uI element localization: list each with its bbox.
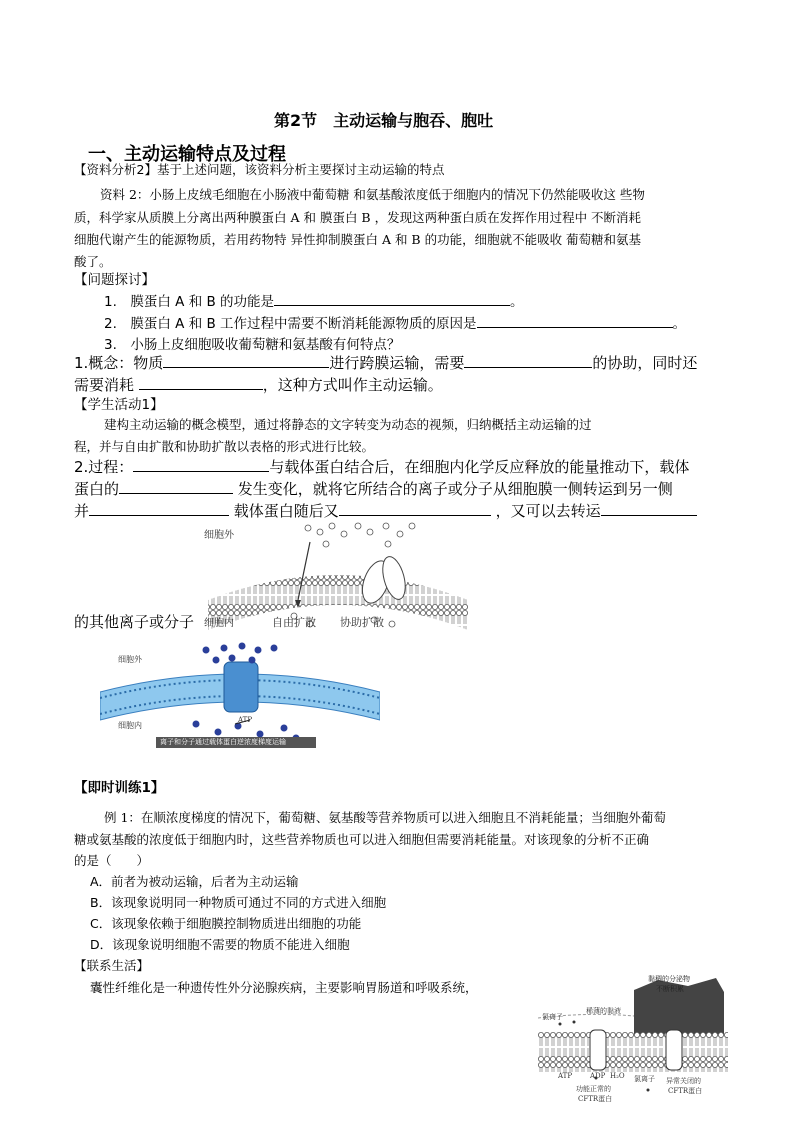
normal-cftr-label-2: CFTR蛋白	[578, 1095, 613, 1103]
answer-blank[interactable]	[119, 479, 233, 494]
question-1	[104, 290, 524, 310]
training-line-2: 糖或氨基酸的浓度低于细胞内时，这些营养物质也可以进入细胞但需要消耗能量。对该现象的分析不正确	[74, 832, 650, 847]
answer-blank[interactable]	[339, 501, 491, 516]
process-text-e: 并	[74, 502, 90, 520]
concept-text-a: 1.概念：物质	[74, 354, 164, 372]
process-line-4: 的其他离子或分子	[74, 613, 195, 631]
option-b[interactable]: B．该现象说明同一种物质可通过不同的方式进入细胞	[90, 895, 387, 910]
material-header: 【资料分析2】基于上述问题，该资料分析主要探讨主动运输的特点	[74, 162, 445, 177]
diffusion-svg	[198, 520, 478, 632]
answer-blank[interactable]	[133, 457, 269, 472]
life-line-1: 囊性纤维化是一种遗传性外分泌腺疾病，主要影响胃肠道和呼吸系统，	[90, 980, 478, 995]
fig1-inside-label: 细胞内	[204, 618, 234, 629]
fig1-outside-label: 细胞外	[204, 530, 234, 541]
fig2-atp-label: ATP	[238, 716, 253, 724]
normal-cftr-protein	[590, 1030, 606, 1070]
membrane-bilayer	[208, 575, 468, 630]
questions-header: 【问题探讨】	[74, 272, 155, 288]
ions-outside	[203, 643, 278, 664]
material-line-2: 质，科学家从质膜上分离出两种膜蛋白 A 和 膜蛋白 B ，发现这两种蛋白质在发挥作用过程中 不断消耗	[74, 210, 642, 225]
concept-text-c: 的协助，同时还	[592, 354, 698, 372]
fig1-free-label: 自由扩散	[272, 616, 316, 629]
fig2-outside-label: 细胞外	[118, 655, 142, 664]
activity-line-1: 建构主动运输的概念模型，通过将静态的文字转变为动态的视频，归纳概括主动运输的过	[104, 417, 592, 432]
cftr-membrane	[538, 1032, 728, 1072]
closed-cftr-protein	[666, 1030, 682, 1070]
answer-blank[interactable]	[477, 313, 673, 328]
answer-blank[interactable]	[163, 353, 329, 368]
material-line-3: 细胞代谢产生的能源物质，若用药物特 异性抑制膜蛋白 A 和 B 的功能，细胞就不能吸收 葡萄糖和氨基	[74, 232, 642, 247]
process-text-a: 2.过程：	[74, 458, 134, 476]
option-c[interactable]: C．该现象依赖于细胞膜控制物质进出细胞的功能	[90, 916, 362, 931]
concept-text-d: 需要消耗	[74, 376, 135, 394]
fig1-facilitated-label: 协助扩散	[340, 616, 384, 629]
closed-cftr-label-2: CFTR蛋白	[668, 1087, 703, 1095]
process-text-b: 与载体蛋白结合后，在细胞内化学反应释放的能量推动下，载体	[269, 458, 690, 476]
answer-blank[interactable]	[139, 375, 263, 390]
diffusion-figure	[198, 520, 478, 632]
page-title: 第2节 主动运输与胞吞、胞吐	[274, 111, 494, 130]
training-line-3: 的是（ ）	[74, 853, 150, 868]
process-text-d: 发生变化，就将它所结合的离子或分子从细胞膜一侧转运到另一侧	[237, 480, 673, 498]
section-heading: 一、主动运输特点及过程	[88, 144, 286, 165]
question-3: 3. 小肠上皮细胞吸收葡萄糖和氨基酸有何特点？	[104, 337, 401, 353]
process-line-2	[74, 478, 673, 499]
process-line-1	[74, 456, 689, 477]
mucus-label-2: 不断积累	[656, 985, 684, 993]
answer-blank[interactable]	[464, 353, 592, 368]
cftr-figure	[538, 972, 728, 1112]
concept-text-b: 进行跨膜运输，需要	[329, 354, 465, 372]
training-line-1: 例 1：在顺浓度梯度的情况下，葡萄糖、氨基酸等营养物质可以进入细胞且不消耗能量；当细胞外葡萄	[104, 810, 666, 825]
material-line-1: 资料 2：小肠上皮绒毛细胞在小肠液中葡萄糖 和氨基酸浓度低于细胞内的情况下仍然能吸收这 些物	[100, 187, 645, 202]
option-a[interactable]: A．前者为被动运输，后者为主动运输	[90, 874, 299, 889]
mucus-label-1: 黏稠的分泌物	[648, 975, 690, 983]
question-1-end: 。	[510, 294, 524, 310]
question-2	[104, 312, 686, 332]
question-2-text: 2. 膜蛋白 A 和 B 工作过程中需要不断消耗能源物质的原因是	[104, 316, 477, 332]
life-header: 【联系生活】	[74, 958, 150, 973]
answer-blank[interactable]	[274, 291, 510, 306]
process-line-3	[74, 500, 697, 521]
question-2-end: 。	[672, 316, 687, 332]
normal-cftr-label-1: 功能正常的	[576, 1085, 611, 1093]
carrier-protein	[224, 662, 258, 712]
process-text-f: 载体蛋白随后又	[233, 502, 339, 520]
thin-mucus-label: 稀薄的黏液	[586, 1007, 621, 1015]
closed-cftr-label-1: 异常关闭的	[666, 1077, 701, 1085]
concept-text-e: ，这种方式叫作主动运输。	[262, 376, 443, 394]
chloride-label-2: 氯离子	[634, 1075, 655, 1083]
process-text-g: ，又可以去转运	[495, 502, 601, 520]
atp-label: ATP	[558, 1072, 573, 1080]
question-1-text: 1. 膜蛋白 A 和 B 的功能是	[104, 294, 275, 310]
chloride-label-1: 氯离子	[542, 1013, 563, 1021]
concept-line-2	[74, 374, 443, 395]
h2o-label: H₂O	[610, 1072, 625, 1080]
active-transport-svg	[100, 640, 380, 752]
material-line-4: 酸了。	[74, 254, 112, 269]
fig2-caption: 离子和分子通过载体蛋白逆浓度梯度运输	[160, 738, 286, 746]
fig2-inside-label: 细胞内	[118, 721, 142, 730]
training-header: 【即时训练1】	[74, 780, 165, 796]
active-transport-figure	[100, 640, 380, 752]
process-text-c: 蛋白的	[74, 480, 120, 498]
adp-label: ADP	[590, 1072, 606, 1080]
activity-header: 【学生活动1】	[74, 397, 164, 413]
option-d[interactable]: D．该现象说明细胞不需要的物质不能进入细胞	[90, 937, 350, 952]
concept-line-1	[74, 352, 697, 373]
answer-blank[interactable]	[601, 501, 697, 516]
answer-blank[interactable]	[89, 501, 229, 516]
activity-line-2: 程，并与自由扩散和协助扩散以表格的形式进行比较。	[74, 439, 375, 454]
